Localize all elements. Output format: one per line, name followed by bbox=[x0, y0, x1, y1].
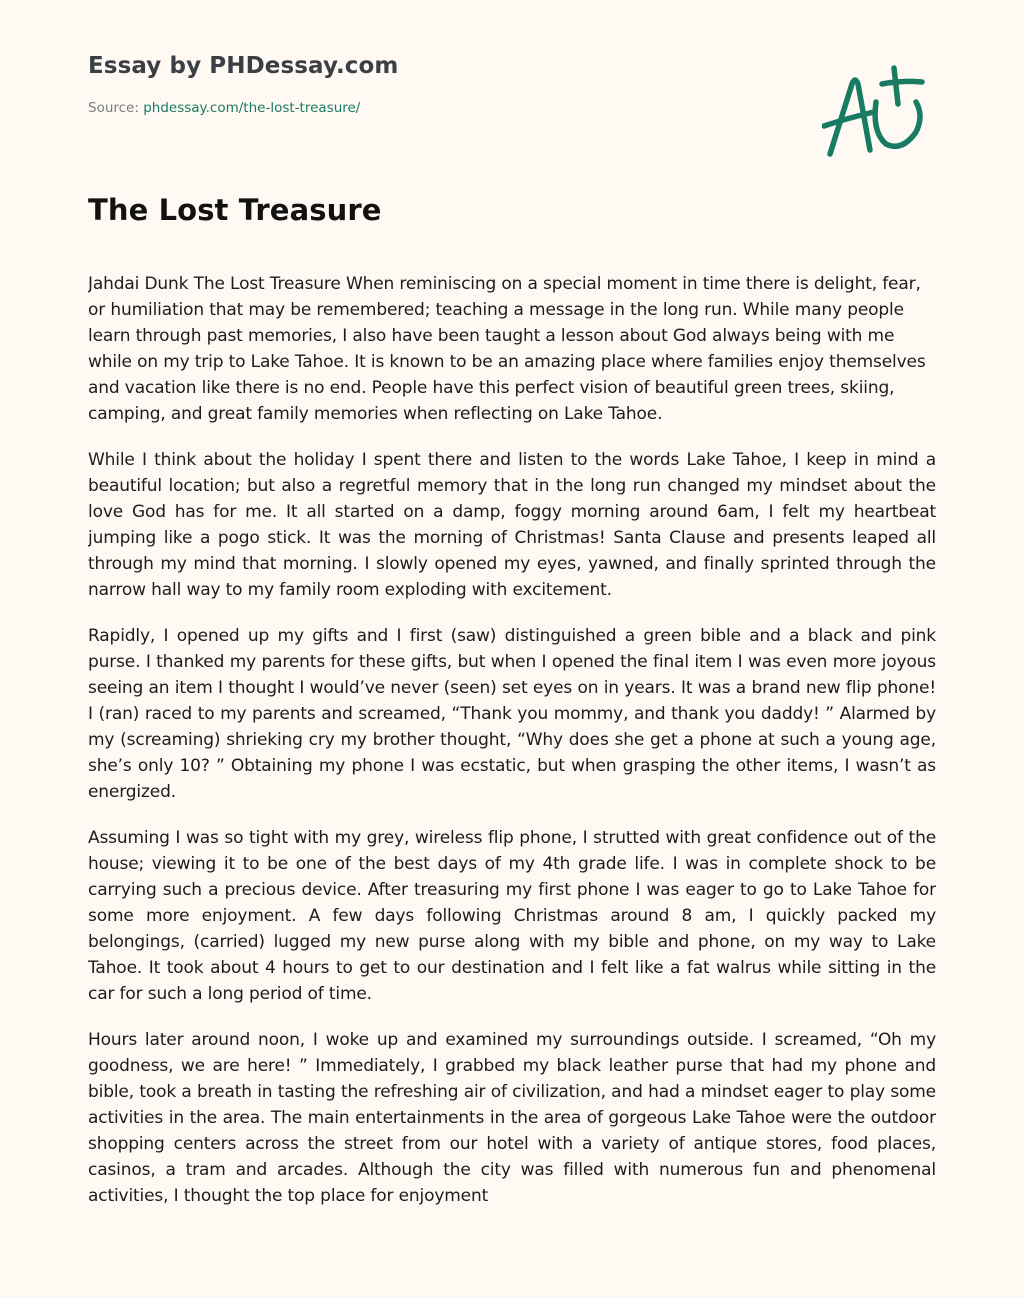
source-link[interactable]: phdessay.com/the-lost-treasure/ bbox=[143, 100, 361, 116]
essay-paragraph: Rapidly, I opened up my gifts and I first (saw) distinguished a green bible and a black and pink purse. I thanked my parents for these gifts, but when I opened the final item I was even more joyous seeing an item I thought I would’ve never (seen) set eyes on in years. It was a brand new flip phone! I (ran) raced to my parents and screamed, “Thank you mommy, and thank you daddy! ” Alarmed by my (screaming) shrieking cry my brother thought, “Why does she get a phone at such a young age, she’s only 10? ” Obtaining my phone I was ecstatic, but when grasping the other items, I wasn’t as energized. bbox=[88, 626, 936, 802]
site-brand: Essay by PHDessay.com bbox=[88, 53, 399, 79]
essay-paragraph: Jahdai Dunk The Lost Treasure When reminiscing on a special moment in time there is delight, fear, or humiliation that may be remembered; teaching a message in the long run. While many people learn through past memories, I also have been taught a lesson about God always being with me while on my trip to Lake Tahoe. It is known to be an amazing place where families enjoy themselves and vacation like there is no end. People have this perfect vision of beautiful green trees, skiing, camping, and great family memories when reflecting on Lake Tahoe. bbox=[88, 274, 926, 424]
source-line bbox=[88, 99, 936, 117]
essay-paragraph: Assuming I was so tight with my grey, wireless flip phone, I strutted with great confidence out of the house; viewing it to be one of the best days of my 4th grade life. I was in complete shock to be carrying such a precious device. After treasuring my first phone I was eager to go to Lake Tahoe for some more enjoyment. A few days following Christmas around 8 am, I quickly packed my belongings, (carried) lugged my new purse along with my bible and phone, on my way to Lake Tahoe. It took about 4 hours to get to our destination and I felt like a fat walrus while sitting in the car for such a long period of time. bbox=[88, 828, 936, 1004]
a-plus-grade-icon bbox=[822, 62, 932, 162]
essay-title: The Lost Treasure bbox=[88, 193, 382, 227]
essay-body bbox=[88, 271, 936, 1248]
essay-paragraph: While I think about the holiday I spent there and listen to the words Lake Tahoe, I keep in mind a beautiful location; but also a regretful memory that in the long run changed my mindset about the love God has for me. It all started on a damp, foggy morning around 6am, I felt my heartbeat jumping like a pogo stick. It was the morning of Christmas! Santa Clause and presents leaped all through my mind that morning. I slowly opened my eyes, yawned, and finally sprinted through the narrow hall way to my family room exploding with excitement. bbox=[88, 450, 936, 600]
source-label: Source: bbox=[88, 100, 144, 116]
site-header bbox=[88, 50, 936, 117]
essay-paragraph: Hours later around noon, I woke up and examined my surroundings outside. I screamed, “Oh my goodness, we are here! ” Immediately, I grabbed my black leather purse that had my phone and bible, took a breath in tasting the refreshing air of civilization, and had a mindset eager to play some activities in the area. The main entertainments in the area of gorgeous Lake Tahoe were the outdoor shopping centers across the street from our hotel with a variety of antique stores, food places, casinos, a tram and arcades. Although the city was filled with numerous fun and phenomenal activities, I thought the top place for enjoyment bbox=[88, 1030, 936, 1206]
